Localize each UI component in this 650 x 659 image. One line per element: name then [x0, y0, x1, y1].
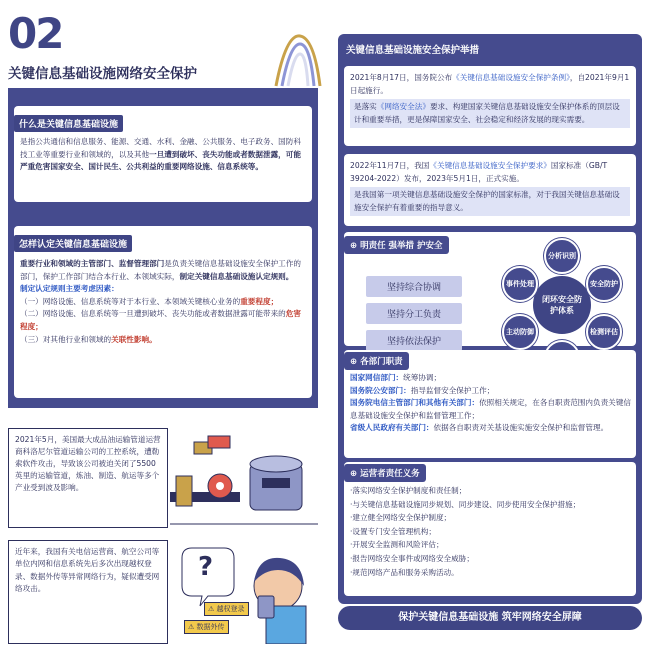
regulation-card	[344, 66, 636, 146]
sign-unauthorized-login: ⚠ 越权登录	[204, 602, 249, 616]
loop-center: 闭环安全防护体系	[533, 276, 591, 334]
department-row: 国家网信部门：统筹协调；	[350, 373, 442, 382]
responsibility-bar: ⊕ 明责任 强举措 护安全	[344, 236, 449, 254]
list-item: ·与关键信息基础设施同步规划、同步建设、同步使用安全保护措施；	[350, 499, 581, 509]
principle-division: 坚持分工负责	[366, 303, 462, 324]
definition-card	[14, 106, 312, 202]
node-incident: 事件处理	[502, 266, 538, 302]
departments-list	[350, 372, 632, 435]
rule-1: （一）网络设施、信息系统等对于本行业、本领域关键核心业务的重要程度；	[20, 296, 279, 306]
principles-list	[366, 276, 462, 351]
department-row: 国务院电信主管部门和其他有关部门：依照相关规定，在各自职责范围内负责关键信息基础设施安全保护和监督管理工作；	[350, 398, 631, 420]
measures-header: 关键信息基础设施安全保护举措	[346, 45, 480, 56]
definition-header: 什么是关键信息基础设施	[14, 115, 123, 132]
closed-loop-diagram	[500, 236, 630, 360]
decorative-arc-icon	[268, 30, 328, 88]
sign-data-exfiltration: ⚠ 数据外传	[184, 620, 229, 634]
departments-bar: ⊕ 各部门职责	[344, 352, 409, 370]
case-pipeline: 2021年5月，美国最大成品油运输管道运营商科洛尼尔管道运输公司的工控系统，遭勒索软件攻击，导致该公司被迫关闭了5500英里的运输管道，炼油、制造、航运等多个产业受到波及影响。	[8, 428, 168, 528]
identification-header: 怎样认定关键信息基础设施	[14, 235, 132, 252]
node-analysis: 分析识别	[544, 238, 580, 274]
footer-slogan: 保护关键信息基础设施 筑牢网络安全屏障	[338, 606, 642, 630]
list-item: ·设置专门安全管理机构；	[350, 526, 436, 536]
question-mark-icon: ?	[198, 552, 214, 582]
list-item: ·落实网络安全保护制度和责任制；	[350, 486, 467, 495]
rule-2: （二）网络设施、信息系统等一旦遭到破坏、丧失功能或者数据泄露可能带来的危害程度；	[20, 309, 301, 331]
rules-title: 制定认定规则主要考虑因素：	[20, 284, 119, 294]
hacker-illustration	[174, 540, 318, 644]
case-intrusion: 近年来，我国有关电信运营商、航空公司等单位内网和信息系统先后多次出现越权登录、数据外传等异常网络行为，疑似遭受网络攻击。	[8, 540, 168, 644]
principle-coordination: 坚持综合协调	[366, 276, 462, 297]
operators-bar: ⊕ 运营者责任义务	[344, 464, 426, 482]
standard-date: 2022年11月7日，我国《关键信息基础设施安全保护要求》国家标准（GB/T 39204-2022）发布，2023年5月1日，正式实施。	[350, 161, 608, 183]
node-assessment: 检测评估	[586, 314, 622, 350]
list-item: ·开展安全监测和风险评估；	[350, 540, 444, 550]
main-title: 关键信息基础设施网络安全保护	[8, 66, 197, 82]
rule-3: （三）对其他行业和领域的关联性影响。	[20, 334, 157, 344]
identification-text: 重要行业和领域的主管部门、监督管理部门是负责关键信息基础设施安全保护工作的部门，保护工作部门结合本行业、本领域实际，制定关键信息基础设施认定规则。	[20, 259, 301, 281]
list-item: ·规范网络产品和服务采购活动。	[350, 567, 459, 577]
standard-card	[344, 154, 636, 226]
operators-list	[350, 484, 632, 579]
principle-legal: 坚持依法保护	[366, 330, 462, 351]
definition-text: 是指公共通信和信息服务、能源、交通、水利、金融、公共服务、电子政务、国防科技工业等重要行业和领域的，以及其他一旦遭到破坏、丧失功能或者数据泄露，可能严重危害国家安全、国计民生、公共利益的重要网络设施、信息系统等。	[20, 137, 301, 172]
regulation-date: 2021年8月17日，国务院公布《关键信息基础设施安全保护条例》，自2021年9月1日起施行。	[350, 73, 630, 95]
department-row: 省级人民政府有关部门：依据各自职责对关基设施实施安全保护和监督管理。	[350, 423, 609, 433]
node-defense: 主动防御	[502, 314, 538, 350]
department-row: 国务院公安部门：指导监督安全保护工作；	[350, 385, 495, 395]
oil-pipeline-illustration-icon	[170, 432, 318, 532]
standard-note: 是我国第一项关键信息基础设施安全保护的国家标准，对于我国关键信息基础设施安全保护有着重要的指导意义。	[350, 187, 630, 216]
list-item: ·报告网络安全事件或网络安全威胁；	[350, 553, 474, 563]
section-number: 02	[8, 9, 63, 58]
list-item: ·建立健全网络安全保护制度；	[350, 513, 452, 523]
node-protection: 安全防护	[586, 266, 622, 302]
regulation-note: 是落实《网络安全法》要求、构建国家关键信息基础设施安全保护体系的顶层设计和重要举措，更是保障国家安全、社会稳定和经济发展的现实需要。	[350, 99, 630, 128]
identification-card	[14, 226, 312, 398]
